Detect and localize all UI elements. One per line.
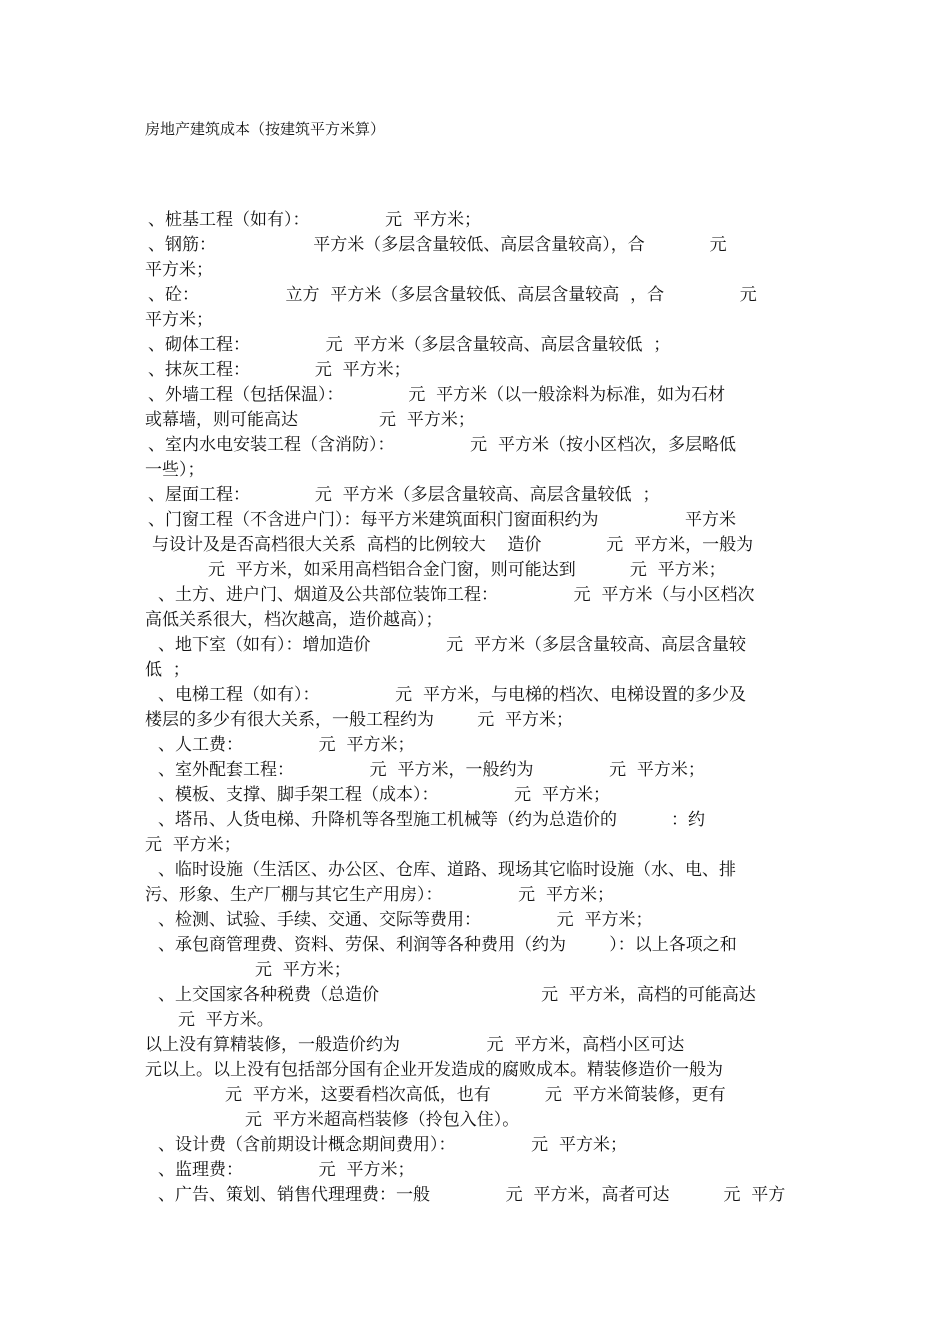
text-line: 、屋面工程： 元 平方米（多层含量较高、高层含量较低 ； <box>148 485 660 505</box>
text-line: 元 平方米，如采用高档铝合金门窗，则可能达到 元 平方米； <box>208 560 726 580</box>
text-line: 、检测、试验、手续、交通、交际等费用： 元 平方米； <box>158 910 653 930</box>
text-line: 、抹灰工程： 元 平方米； <box>148 360 411 380</box>
text-line: 低 ； <box>145 660 190 680</box>
text-line: 、临时设施（生活区、办公区、仓库、道路、现场其它临时设施（水、电、排 <box>158 860 736 880</box>
text-line: 、地下室（如有）：增加造价 元 平方米（多层含量较高、高层含量较 <box>158 635 746 655</box>
text-line: 平方米； <box>145 260 213 280</box>
text-line: 、桩基工程（如有）： 元 平方米； <box>148 210 481 230</box>
text-line: 元 平方米，这要看档次高低，也有 元 平方米简装修，更有 <box>225 1085 726 1105</box>
text-line: 一些）； <box>145 460 205 480</box>
text-line: 楼层的多少有很大关系，一般工程约为 元 平方米； <box>145 710 574 730</box>
text-line: 元 平方米。 <box>178 1010 274 1030</box>
text-line: 、砌体工程： 元 平方米（多层含量较高、高层含量较低 ； <box>148 335 671 355</box>
text-line: 元以上。以上没有包括部分国有企业开发造成的腐败成本。精装修造价一般为 <box>145 1060 723 1080</box>
text-line: 元 平方米； <box>145 835 241 855</box>
text-line: 、上交国家各种税费（总造价 元 平方米，高档的可能高达 <box>158 985 756 1005</box>
text-line: 、室内水电安装工程（含消防）： 元 平方米（按小区档次，多层略低 <box>148 435 736 455</box>
text-line: 、门窗工程（不含进户门）：每平方米建筑面积门窗面积约为 平方米 <box>148 510 736 530</box>
text-line: 以上没有算精装修，一般造价约为 元 平方米，高档小区可达 <box>145 1035 685 1055</box>
text-line: 、广告、策划、销售代理理费：一般 元 平方米，高者可达 元 平方 <box>158 1185 786 1205</box>
text-line: 高低关系很大，档次越高，造价越高）； <box>145 610 443 630</box>
text-line: 、设计费（含前期设计概念期间费用）： 元 平方米； <box>158 1135 627 1155</box>
text-line: 污、形象、生产厂棚与其它生产用房）： 元 平方米； <box>145 885 614 905</box>
text-line: 、外墙工程（包括保温）： 元 平方米（以一般涂料为标准，如为石材 <box>148 385 726 405</box>
text-line: 、塔吊、人货电梯、升降机等各型施工机械等（约为总造价的 ：约 <box>158 810 706 830</box>
text-line: 、模板、支撑、脚手架工程（成本）： 元 平方米； <box>158 785 610 805</box>
text-line: 、砼： 立方 平方米（多层含量较低、高层含量较高 ，合 元 <box>148 285 757 305</box>
text-line: 元 平方米超高档装修（拎包入住）。 <box>245 1110 520 1130</box>
text-line: 、监理费： 元 平方米； <box>158 1160 415 1180</box>
text-line: 、土方、进户门、烟道及公共部位装饰工程： 元 平方米（与小区档次 <box>158 585 755 605</box>
text-line: 、钢筋： 平方米（多层含量较低、高层含量较高），合 元 <box>148 235 727 255</box>
text-line: 平方米； <box>145 310 213 330</box>
text-line: 、承包商管理费、资料、劳保、利润等各种费用（约为 ）：以上各项之和 <box>158 935 737 955</box>
text-line: 、电梯工程（如有）： 元 平方米，与电梯的档次、电梯设置的多少及 <box>158 685 746 705</box>
text-line: 、人工费： 元 平方米； <box>158 735 415 755</box>
text-line: 、室外配套工程： 元 平方米，一般约为 元 平方米； <box>158 760 705 780</box>
text-line: 或幕墙，则可能高达 元 平方米； <box>145 410 475 430</box>
document-title: 房地产建筑成本（按建筑平方米算） <box>145 120 386 138</box>
text-line: 元 平方米； <box>255 960 351 980</box>
text-line: 与设计及是否高档很大关系 高档的比例较大 造价 元 平方米，一般为 <box>152 535 754 555</box>
